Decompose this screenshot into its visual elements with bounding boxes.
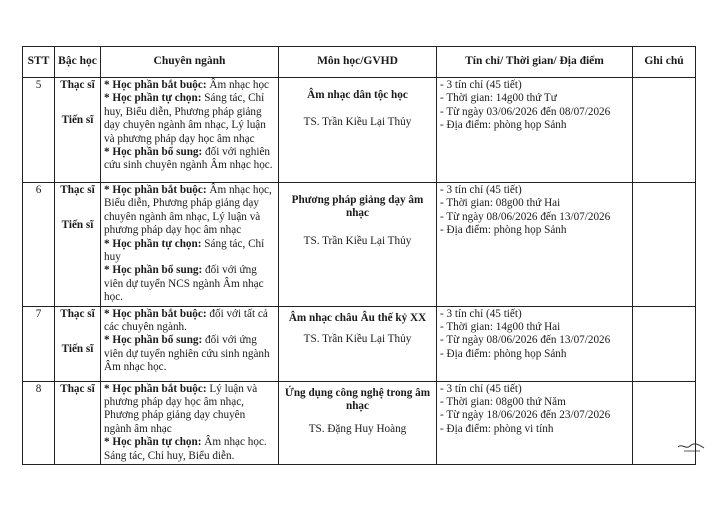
schedule-table	[22, 46, 696, 465]
course-name: Phương pháp giảng dạy âm nhạc	[291, 194, 424, 220]
header-note: Ghi chú	[633, 47, 696, 78]
table-row	[23, 78, 696, 183]
row-note	[633, 183, 696, 307]
requirement-line: * Học phần bắt buộc: Âm nhạc học, Biểu diễn, Phương pháp giảng dạy chuyên ngành âm nhạc, Lý luận và phương pháp dạy học âm nhạc	[104, 184, 272, 237]
detail-line: - Địa điểm: phòng vi tính	[440, 422, 554, 435]
row-level	[55, 306, 101, 381]
requirement-line: * Học phần bắt buộc: Lý luận và phương pháp dạy học âm nhạc, Phương pháp giảng dạy chuyên ngành âm nhạc	[104, 382, 258, 435]
detail-line: - Từ ngày 08/06/2026 đến 13/07/2026	[440, 210, 611, 223]
course-name: Ứng dụng công nghệ trong âm nhạc	[284, 386, 431, 413]
row-note	[633, 78, 696, 183]
detail-line: - Địa điểm: phòng họp Sảnh	[440, 119, 567, 132]
table-row	[23, 306, 696, 381]
row-subject	[279, 78, 437, 183]
row-major	[101, 306, 279, 381]
detail-line: - Từ ngày 08/06/2026 đến 13/07/2026	[440, 334, 611, 347]
row-stt: 5	[23, 78, 55, 183]
table-row	[23, 381, 696, 464]
lecturer-name: TS. Trần Kiều Lại Thủy	[303, 234, 412, 247]
row-major	[101, 78, 279, 183]
detail-line: - 3 tín chỉ (45 tiết)	[440, 184, 522, 196]
course-name: Âm nhạc dân tộc học	[307, 89, 408, 101]
requirement-line: * Học phần tự chọn: Sáng tác, Chỉ huy	[104, 237, 265, 264]
requirement-line: * Học phần bắt buộc: đối với tất cả các chuyên ngành.	[104, 307, 268, 334]
requirement-line: * Học phần bắt buộc: Âm nhạc học	[104, 79, 270, 91]
detail-line: - Từ ngày 18/06/2026 đến 23/07/2026	[440, 409, 611, 422]
detail-line: - Thời gian: 14g00 thứ Tư	[440, 92, 557, 105]
level-label: Tiến sĩ	[61, 114, 94, 127]
requirement-line: * Học phần tự chọn: Âm nhạc học. Sáng tác, Chỉ huy, Biểu diễn.	[104, 436, 267, 462]
detail-line: - Thời gian: 14g00 thứ Hai	[440, 321, 561, 334]
detail-line: - Thời gian: 08g00 thứ Hai	[440, 197, 561, 210]
row-level	[55, 381, 101, 464]
row-details	[437, 381, 633, 464]
row-stt: 7	[23, 306, 55, 381]
row-major	[101, 183, 279, 307]
row-details	[437, 183, 633, 307]
row-subject	[279, 306, 437, 381]
header-stt: STT	[23, 47, 55, 78]
level-label: Tiến sĩ	[61, 343, 94, 356]
detail-line: - 3 tín chỉ (45 tiết)	[440, 382, 522, 395]
requirement-line: * Học phần bổ sung: đối với ứng viên dự tuyển nghiên cứu sinh ngành Âm nhạc học.	[104, 334, 270, 374]
row-stt: 6	[23, 183, 55, 307]
detail-line: - 3 tín chỉ (45 tiết)	[440, 307, 522, 320]
header-subject: Môn học/GVHD	[279, 47, 437, 78]
table-row	[23, 183, 696, 307]
row-level	[55, 78, 101, 183]
row-major	[101, 381, 279, 464]
header-details: Tín chỉ/ Thời gian/ Địa điểm	[437, 47, 633, 78]
detail-line: - 3 tín chỉ (45 tiết)	[440, 79, 522, 91]
detail-line: - Địa điểm: phòng họp Sảnh	[440, 224, 567, 237]
level-label: Thạc sĩ	[60, 382, 95, 395]
header-row	[23, 47, 696, 78]
header-major: Chuyên ngành	[101, 47, 279, 78]
lecturer-name: TS. Trần Kiều Lại Thủy	[303, 333, 412, 346]
level-label: Tiến sĩ	[61, 219, 94, 232]
initials-mark	[676, 440, 706, 454]
detail-line: - Địa điểm: phòng họp Sảnh	[440, 347, 567, 360]
level-label: Thạc sĩ	[60, 307, 95, 320]
lecturer-name: TS. Trần Kiều Lại Thủy	[303, 116, 412, 129]
lecturer-name: TS. Đặng Huy Hoàng	[308, 423, 407, 436]
row-details	[437, 306, 633, 381]
level-label: Thạc sĩ	[60, 184, 95, 196]
level-label: Thạc sĩ	[60, 79, 95, 91]
detail-line: - Thời gian: 08g00 thứ Năm	[440, 396, 566, 409]
row-stt: 8	[23, 381, 55, 464]
header-level: Bậc học	[55, 47, 101, 78]
requirement-line: * Học phần bổ sung: đối với ứng viên dự tuyển NCS ngành Âm nhạc học.	[104, 264, 264, 304]
requirement-line: * Học phần tự chọn: Sáng tác, Chỉ huy, Biểu diễn, Phương pháp giảng dạy chuyên ngành âm nhạc, Lý luận và phương pháp dạy học âm nhạc	[104, 92, 266, 145]
row-note	[633, 306, 696, 381]
row-subject	[279, 381, 437, 464]
row-level	[55, 183, 101, 307]
row-details	[437, 78, 633, 183]
row-subject	[279, 183, 437, 307]
course-name: Âm nhạc châu Âu thế kỷ XX	[288, 311, 427, 324]
detail-line: - Từ ngày 03/06/2026 đến 08/07/2026	[440, 105, 611, 118]
requirement-line: * Học phần bổ sung: đối với nghiên cứu sinh chuyên ngành Âm nhạc học.	[104, 146, 273, 172]
